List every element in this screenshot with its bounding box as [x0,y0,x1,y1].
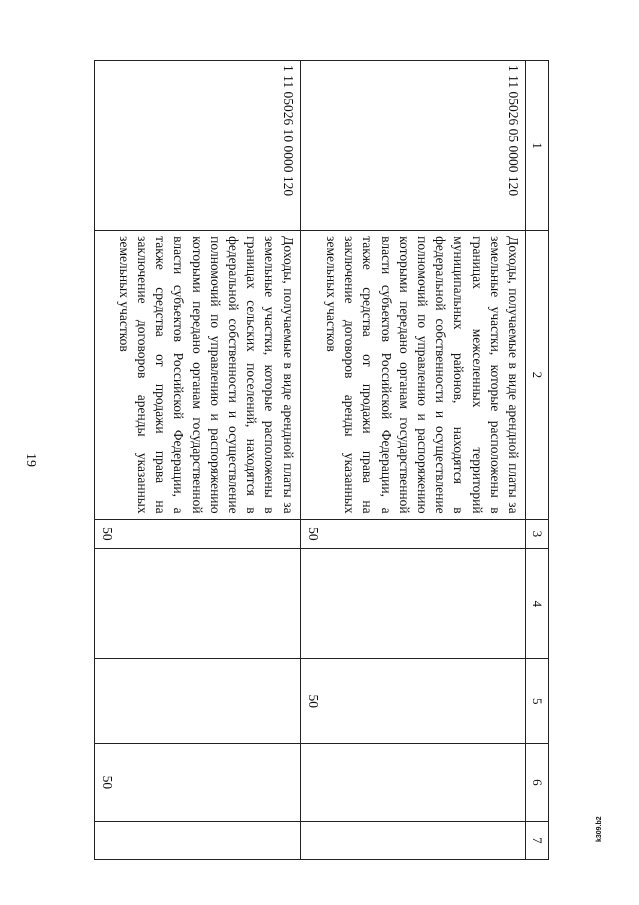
column-header: 1 [526,61,549,231]
column-header: 6 [526,744,549,822]
kbk-code-cell: 1 11 05026 05 0000 120 [300,61,525,231]
column-header: 5 [526,659,549,744]
column-header: 2 [526,231,549,519]
value-cell [300,549,525,659]
footer-code: k309.b2 [596,816,603,842]
value-cell [300,744,525,822]
value-cell [95,821,301,859]
column-header: 4 [526,549,549,659]
column-header: 3 [526,519,549,549]
value-cell: 50 [300,519,525,549]
value-cell: 50 [95,519,301,549]
table-row [300,61,525,860]
page-number: 19 [23,453,38,467]
description-cell: Доходы, получаемые в виде арендной платы за земельные участки, которые расположены в границах сельских поселений, находятся в федеральной собственности и осуществление полномочий по управлению и распоряжению которыми передано органам государственной власти субъектов Российской Федерации, а также средства от продажи права на заключение договоров аренды указанных земельных участков [95,231,301,519]
description-cell: Доходы, получаемые в виде арендной платы за земельные участки, которые расположены в границах межселенных территорий муниципальных районов, находятся в федеральной собственности и осуществление полномочий по управлению и распоряжению которыми передано органам государственной власти субъектов Российской Федерации, а также средства от продажи права на заключение договоров аренды указанных земельных участков [300,231,525,519]
value-cell [95,659,301,744]
revenue-table [94,60,549,860]
value-cell: 50 [300,659,525,744]
rotated-table-wrapper [94,60,549,860]
value-cell [95,549,301,659]
table-row [95,61,301,860]
value-cell: 50 [95,744,301,822]
table-header-row [526,61,549,860]
column-header: 7 [526,821,549,859]
value-cell [300,821,525,859]
kbk-code-cell: 1 11 05026 10 0000 120 [95,61,301,231]
